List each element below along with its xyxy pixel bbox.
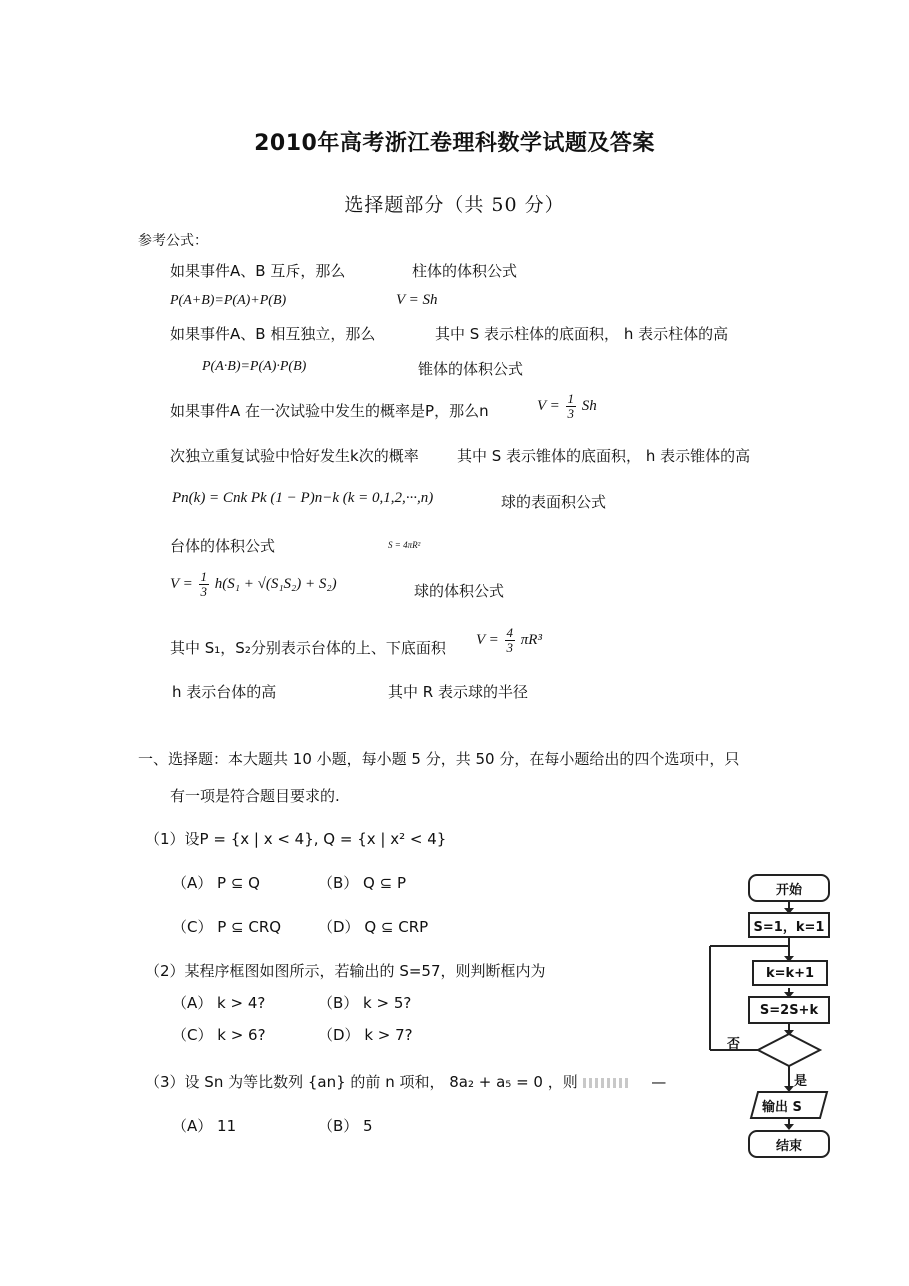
question-1-stem: （1）设P = {x | x < 4}, Q = {x | x² < 4} [145, 830, 447, 848]
flowchart-yes-label: 是 [794, 1074, 808, 1089]
cone-volume-suffix: Sh [581, 397, 597, 414]
fraction-numerator: 1 [200, 569, 208, 584]
frustum-suffix: h(S₁ + √(S₁S₂) + S₂) [214, 575, 337, 592]
section-instructions-1: 一、选择题：本大题共 10 小题，每小题 5 分，共 50 分，在每小题给出的四个选项中，只 [138, 750, 740, 768]
q2-option-d: （D） k > 7? [318, 1026, 413, 1044]
formula-left-5: 如果事件A 在一次试验中发生的概率是P，那么n [170, 402, 489, 420]
formula-right-2: V = Sh [396, 292, 438, 308]
section-instructions-2: 有一项是符合题目要求的. [170, 787, 340, 805]
section-subtitle: 选择题部分（共 50 分） [344, 194, 565, 216]
frustum-volume-formula [170, 570, 337, 599]
cone-volume-formula [537, 392, 597, 421]
q3-stem-text: （3）设 Sn 为等比数列 {an} 的前 n 项和， 8a₂ + a₅ = 0 ，则 [145, 1073, 578, 1091]
illegible-expression [583, 1078, 629, 1088]
flowchart-init: S=1，k=1 [748, 912, 830, 938]
q1-option-d: （D） Q ⊆ CRP [318, 918, 429, 936]
binomial-formula: Pn(k) = Cnk Pk (1 − P)n−k (k = 0,1,2,···,n) [172, 490, 434, 506]
flowchart-no-label: 否 [727, 1037, 741, 1052]
page-title: 2010年高考浙江卷理科数学试题及答案 [254, 131, 655, 156]
formula-left-8: 台体的体积公式 [170, 537, 276, 555]
sphere-suffix: πR³ [520, 631, 542, 648]
formula-left-11: h 表示台体的高 [172, 683, 277, 701]
formula-left-6: 次独立重复试验中恰好发生k次的概率 [170, 447, 419, 465]
formula-left-10: 其中 S₁，S₂分别表示台体的上、下底面积 [170, 639, 446, 657]
q2-option-a: （A） k > 4? [172, 994, 266, 1012]
fraction [505, 626, 516, 655]
flowchart-end: 结束 [748, 1130, 830, 1158]
fraction [199, 570, 210, 599]
fraction-numerator: 4 [506, 625, 514, 640]
flowchart-step-k: k=k+1 [752, 960, 828, 986]
q2-option-c: （C） k > 6? [172, 1026, 266, 1044]
formula-right-3: 其中 S 表示柱体的底面积， h 表示柱体的高 [435, 325, 729, 343]
formula-right-9: 球的体积公式 [414, 582, 505, 600]
formula-left-4: P(A·B)=P(A)·P(B) [202, 359, 307, 374]
q3-option-a: （A） 11 [172, 1117, 237, 1135]
formulas-heading: 参考公式： [138, 233, 208, 249]
flowchart-step-s: S=2S+k [748, 996, 830, 1024]
frustum-prefix: V = [170, 575, 193, 592]
formula-right-4: 锥体的体积公式 [418, 360, 524, 378]
formula-left-3: 如果事件A、B 相互独立，那么 [170, 325, 376, 343]
cone-volume-prefix: V = [537, 397, 560, 414]
q3-option-b: （B） 5 [318, 1117, 373, 1135]
formula-left-1: 如果事件A、B 互斥，那么 [170, 262, 346, 280]
sphere-prefix: V = [476, 631, 499, 648]
q1-option-a: （A） P ⊆ Q [172, 874, 260, 892]
fraction-denominator: 3 [200, 584, 208, 599]
decision-diamond [758, 1034, 820, 1066]
sphere-volume-formula [476, 626, 542, 655]
formula-right-11: 其中 R 表示球的半径 [388, 683, 528, 701]
fraction-numerator: 1 [567, 391, 575, 406]
q3-stem-dash: — [651, 1073, 667, 1091]
q2-option-b: （B） k > 5? [318, 994, 412, 1012]
formula-right-1: 柱体的体积公式 [412, 262, 518, 280]
q1-option-b: （B） Q ⊆ P [318, 874, 407, 892]
formula-right-6: 其中 S 表示锥体的底面积， h 表示锥体的高 [457, 447, 751, 465]
fraction [566, 392, 577, 421]
flowchart-start: 开始 [748, 874, 830, 902]
sphere-area-formula: S = 4πR² [388, 540, 421, 550]
formula-right-7: 球的表面积公式 [501, 493, 607, 511]
question-2-stem: （2）某程序框图如图所示，若输出的 S=57，则判断框内为 [145, 962, 546, 980]
formula-left-2: P(A+B)=P(A)+P(B) [170, 293, 287, 308]
question-3-stem [145, 1071, 666, 1092]
q1-option-c: （C） P ⊆ CRQ [172, 918, 282, 936]
fraction-denominator: 3 [506, 640, 514, 655]
flowchart-output: 输出 S [762, 1100, 802, 1115]
fraction-denominator: 3 [567, 406, 575, 421]
